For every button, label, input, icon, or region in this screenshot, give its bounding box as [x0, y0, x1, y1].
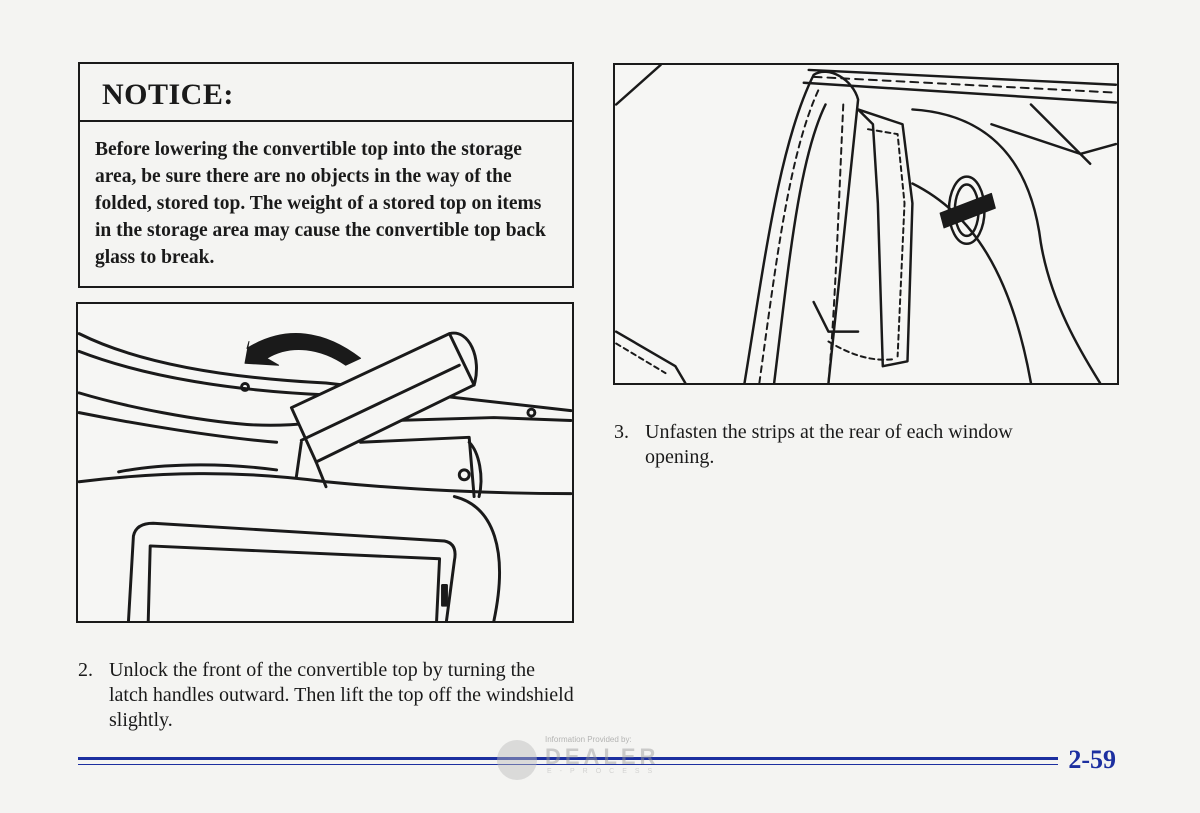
latch-handle-drawing [78, 304, 572, 621]
step-3 [614, 420, 1074, 470]
watermark-sub: E-PROCESS [547, 768, 661, 775]
step-number: 3. [614, 421, 629, 443]
window-strip-drawing [615, 65, 1117, 383]
notice-heading: NOTICE: [80, 64, 572, 122]
page-number: 2-59 [1068, 745, 1116, 774]
dealer-watermark [495, 732, 695, 782]
illustration-window-strips [613, 63, 1119, 385]
watermark-caption: Information Provided by: [545, 735, 632, 744]
watermark-logo-icon [497, 740, 537, 780]
step-text: Unlock the front of the convertible top by turning the latch handles outward. Then lift the top off the windshield slightly. [109, 659, 574, 731]
step-number: 2. [78, 659, 93, 681]
step-2 [78, 658, 578, 733]
watermark-brand: DEALER [545, 744, 660, 769]
notice-box [78, 62, 574, 288]
step-text: Unfasten the strips at the rear of each window opening. [645, 421, 1013, 468]
illustration-convertible-top-latch [76, 302, 574, 623]
notice-body: Before lowering the convertible top into the storage area, be sure there are no objects in the way of the folded, stored top. The weight of a stored top on items in the storage area may cause the convertible top back glass to break. [95, 139, 546, 268]
